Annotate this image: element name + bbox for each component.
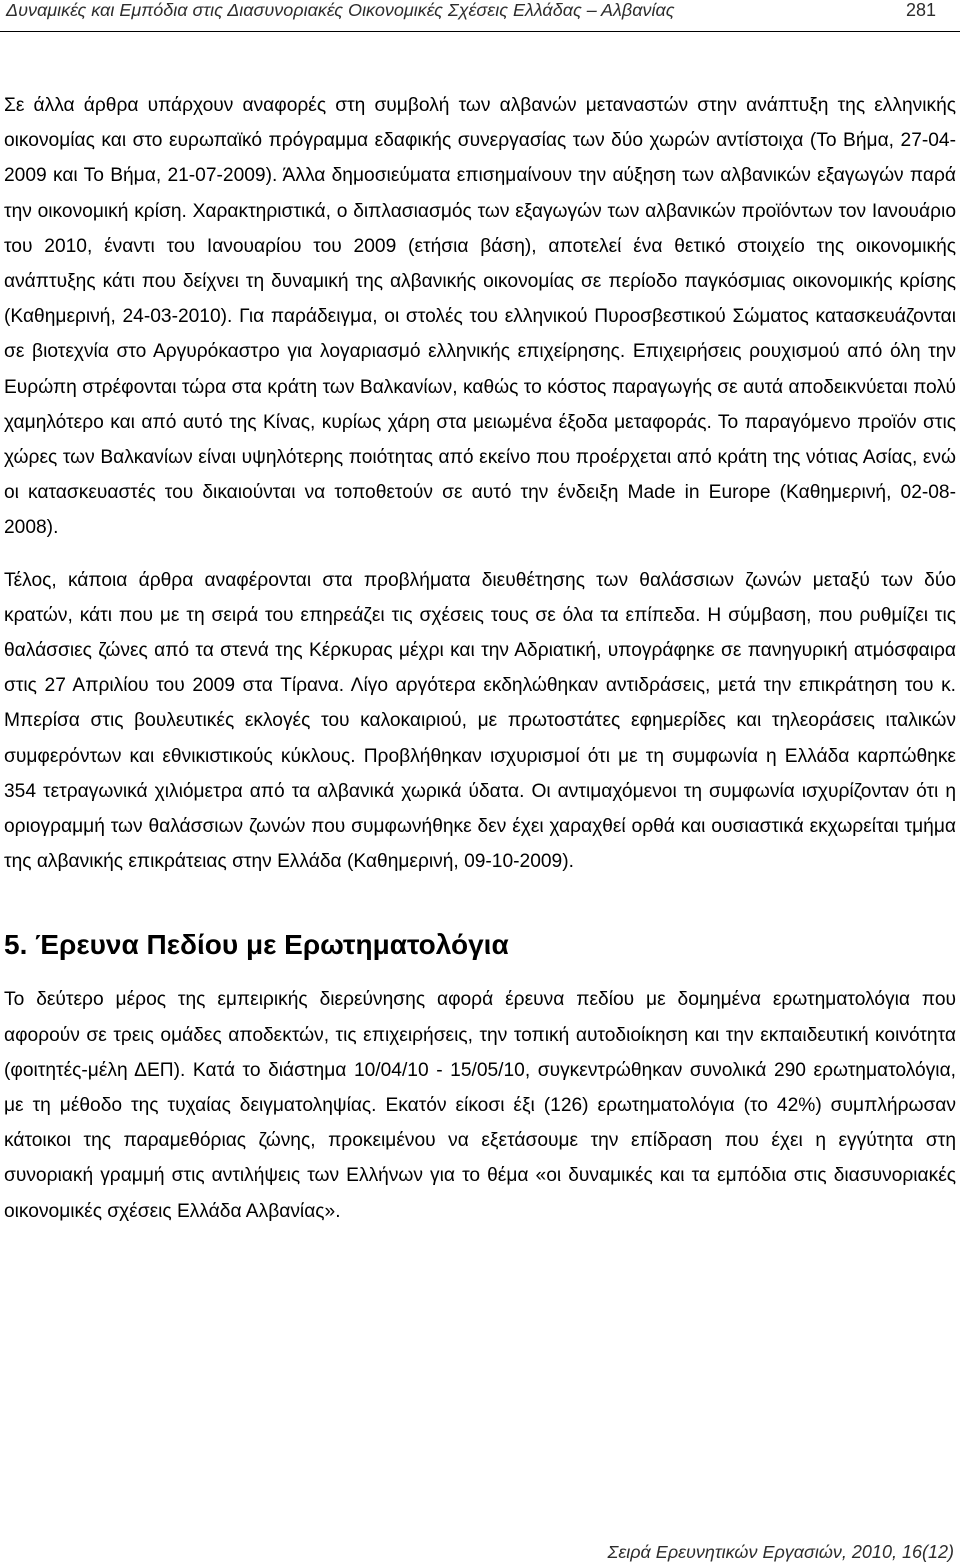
body-paragraph: Σε άλλα άρθρα υπάρχουν αναφορές στη συμβολή των αλβανών μεταναστών στην ανάπτυξη της ελληνικής οικονομίας και στο ευρωπαϊκό πρόγραμμα εδαφικής συνεργασίας των δύο χωρών αντίστοιχα (Το Βήμα, 27-04-2009 και Το Βήμα, 21-07-2009). Άλλα δημοσιεύματα επισημαίνουν την αύξηση των αλβανικών εξαγωγών παρά την οικονομική κρίση. Χαρακτηριστικά, ο διπλασιασμός των εξαγωγών των αλβανικών προϊόντων τον Ιανουάριο του 2010, έναντι του Ιανουαρίου του 2009 (ετήσια βάση), αποτελεί ένα θετικό στοιχείο της οικονομικής ανάπτυξης κάτι που δείχνει τη δυναμική της αλβανικής οικονομίας σε περίοδο παγκόσμιας οικονομικής κρίσης (Καθημερινή, 24-03-2010). Για παράδειγμα, οι στολές του ελληνικού Πυροσβεστικού Σώματος κατασκευάζονται σε βιοτεχνία στο Αργυρόκαστρο για λογαριασμό ελληνικής επιχείρησης. Επιχειρήσεις ρουχισμού από όλη την Ευρώπη στρέφονται τώρα στα κράτη των Βαλκανίων, καθώς το κόστος παραγωγής σε αυτά αποδεικνύεται πολύ χαμηλότερο και από αυτό της Κίνας, κυρίως χάρη στα μειωμένα έξοδα μεταφοράς. Το παραγόμενο προϊόν στις χώρες των Βαλκανίων είναι υψηλότερης ποιότητας από εκείνο που προέρχεται από κράτη της νότιας Ασίας, ενώ οι κατασκευαστές του δικαιούνται να τοποθετούν σε αυτό την ένδειξη Made in Europe (Καθημερινή, 02-08-2008). <box>4 95 956 539</box>
page-number: 281 <box>905 0 936 20</box>
document-body <box>4 88 956 1229</box>
header-title: Δυναμικές και Εμπόδια στις Διασυνοριακές Οικονομικές Σχέσεις Ελλάδας – Αλβανίας <box>6 0 675 20</box>
body-paragraph: Τέλος, κάποια άρθρα αναφέρονται στα προβλήματα διευθέτησης των θαλάσσιων ζωνών μεταξύ των δύο κρατών, κάτι που με τη σειρά του επηρεάζει τις σχέσεις τους σε όλα τα επίπεδα. Η σύμβαση, που ρυθμίζει τις θαλάσσιες ζώνες από τα στενά της Κέρκυρας μέχρι και την Αδριατική, υπογράφηκε σε πανηγυρική ατμόσφαιρα στις 27 Απριλίου του 2009 στα Τίρανα. Λίγο αργότερα εκδηλώθηκαν αντιδράσεις, μετά την επικράτηση του κ. Μπερίσα στις βουλευτικές εκλογές του καλοκαιριού, με πρωτοστάτες εφημερίδες και τηλεοράσεις ιταλικών συμφερόντων και εθνικιστικούς κύκλους. Προβλήθηκαν ισχυρισμοί ότι με τη συμφωνία η Ελλάδα καρπώθηκε 354 τετραγωνικά χιλιόμετρα από τα αλβανικά χωρικά ύδατα. Οι αντιμαχόμενοι τη συμφωνία ισχυρίζονταν ότι η οριογραμμή των θαλάσσιων ζωνών που συμφωνήθηκε δεν έχει χαραχθεί ορθά και ουσιαστικά εκχωρείται τμήμα της αλβανικής επικράτειας στην Ελλάδα (Καθημερινή, 09-10-2009). <box>4 569 956 873</box>
running-header <box>6 0 954 28</box>
section-heading: 5. Έρευνα Πεδίου με Ερωτηματολόγια <box>4 929 509 961</box>
section-paragraph: Το δεύτερο μέρος της εμπειρικής διερεύνησης αφορά έρευνα πεδίου με δομημένα ερωτηματολόγια που αφορούν σε τρεις ομάδες αποδεκτών, τις επιχειρήσεις, την τοπική αυτοδιοίκηση και την εκπαιδευτική κοινότητα (φοιτητές-μέλη ΔΕΠ). Κατά το διάστημα 10/04/10 - 15/05/10, συγκεντρώθηκαν συνολικά 290 ερωτηματολόγια, με τη μέθοδο της τυχαίας δειγματοληψίας. Εκατόν είκοσι έξι (126) ερωτηματολόγια (το 42%) συμπλήρωσαν κάτοικοι της παραμεθόριας ζώνης, προκειμένου να εξετάσουμε την επίδραση που έχει η εγγύτητα στη συνοριακή γραμμή στις αντιλήψεις των Ελλήνων για το θέμα «οι δυναμικές και τα εμπόδια στις διασυνοριακές οικονομικές σχέσεις Ελλάδα Αλβανίας». <box>4 989 956 1222</box>
header-divider <box>0 31 960 32</box>
running-footer: Σειρά Ερευνητικών Εργασιών, 2010, 16(12) <box>607 1542 954 1562</box>
